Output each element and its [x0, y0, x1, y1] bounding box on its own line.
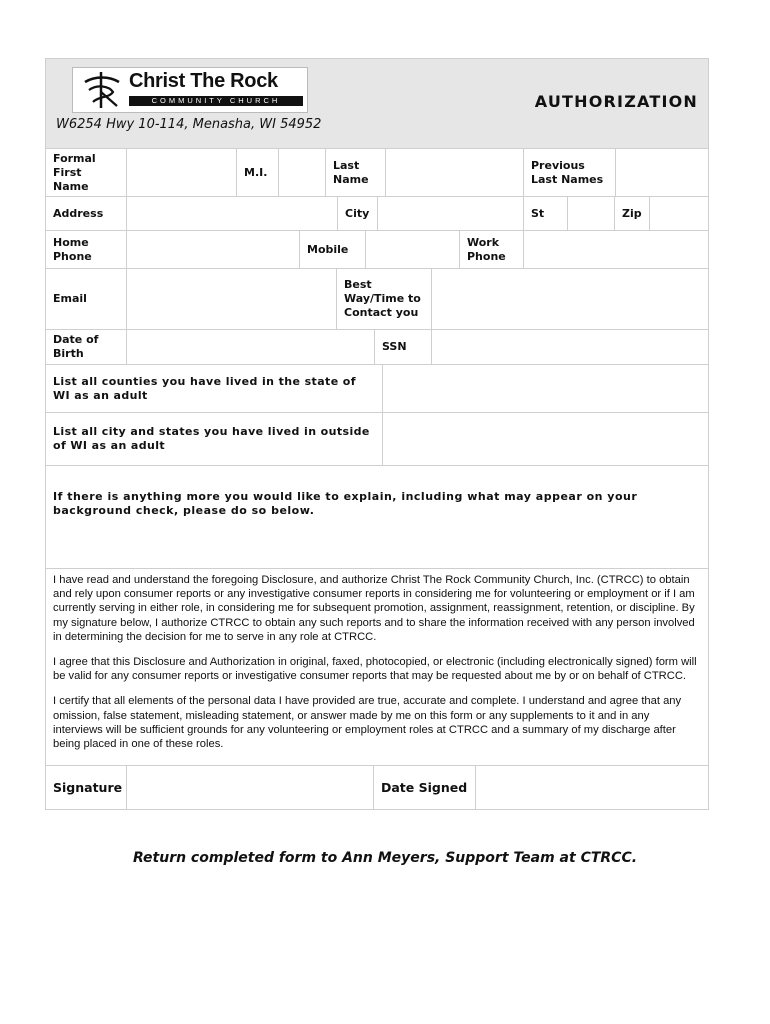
city-label: City [338, 197, 378, 230]
ssn-label: SSN [375, 330, 432, 364]
address-row [46, 197, 708, 231]
logo-subtitle: COMMUNITY CHURCH [129, 96, 303, 106]
city-input[interactable] [378, 197, 524, 230]
signature-label: Signature [46, 766, 127, 809]
ssn-input[interactable] [432, 330, 708, 364]
form-header [46, 59, 708, 149]
legal-paragraph-1: I have read and understand the foregoing Disclosure, and authorize Christ The Rock Community Church, Inc. (CTRCC) to obtain and rely upon consumer reports or any investigative consumer reports in considering me for volunteering or employment or if I am currently serving in either role, in considering me for subsequent promotion, assignment, reassignment, retention, or discipline. By my signature below, I authorize CTRCC to obtain any such reports and to share the information received with any person involved in determining the decision for me to serve in any role at CTRCC. [53, 574, 695, 643]
church-address: W6254 Hwy 10-114, Menasha, WI 54952 [56, 117, 322, 132]
logo-name: Christ The Rock [129, 70, 278, 92]
signature-input[interactable] [127, 766, 374, 809]
explain-label: If there is anything more you would like to explain, including what may appear on your background check, please do so below. [53, 490, 638, 517]
dob-label: Date of Birth [46, 330, 127, 364]
legal-paragraph-3: I certify that all elements of the personal data I have provided are true, accurate and complete. I understand and agree that any omission, false statement, misleading statement, or answer made by me on this form or any supplements to it and in any interviews will be sufficient grounds for any volunteering or employment roles at CTRCC and a summary of my discharge after being placed in one of these roles. [53, 695, 682, 751]
email-input[interactable] [127, 269, 337, 329]
name-row [46, 149, 708, 197]
mobile-label: Mobile [300, 231, 366, 268]
last-name-input[interactable] [386, 149, 524, 196]
date-signed-input[interactable] [476, 766, 708, 809]
address-label: Address [46, 197, 127, 230]
zip-label: Zip [615, 197, 650, 230]
work-phone-label: Work Phone [460, 231, 524, 268]
outside-label: List all city and states you have lived in outside of WI as an adult [46, 413, 383, 465]
church-logo [72, 67, 308, 113]
legal-paragraph-2: I agree that this Disclosure and Authorization in original, faxed, photocopied, or electronic (including electronically signed) form will be valid for any consumer reports or investigative consumer reports that may be requested about me by or on behalf of CTRCC. [53, 656, 697, 683]
counties-input[interactable] [383, 365, 708, 412]
state-label: St [524, 197, 568, 230]
counties-row [46, 365, 708, 413]
address-input[interactable] [127, 197, 338, 230]
state-input[interactable] [568, 197, 615, 230]
first-name-label: Formal First Name [46, 149, 127, 196]
best-way-label: Best Way/Time to Contact you [337, 269, 432, 329]
work-phone-input[interactable] [524, 231, 708, 268]
previous-last-names-input[interactable] [616, 149, 708, 196]
best-way-input[interactable] [432, 269, 708, 329]
authorization-form [45, 58, 709, 810]
previous-last-names-label: Previous Last Names [524, 149, 616, 196]
rock-cross-icon [79, 70, 125, 110]
home-phone-input[interactable] [127, 231, 300, 268]
phone-row [46, 231, 708, 269]
mi-label: M.I. [237, 149, 279, 196]
email-row [46, 269, 708, 330]
explain-field[interactable] [46, 466, 708, 569]
return-instructions: Return completed form to Ann Meyers, Support Team at CTRCC. [132, 850, 638, 866]
mobile-input[interactable] [366, 231, 460, 268]
last-name-label: Last Name [326, 149, 386, 196]
outside-row [46, 413, 708, 466]
date-signed-label: Date Signed [374, 766, 476, 809]
home-phone-label: Home Phone [46, 231, 127, 268]
first-name-input[interactable] [127, 149, 237, 196]
email-label: Email [46, 269, 127, 329]
outside-input[interactable] [383, 413, 708, 465]
form-title: AUTHORIZATION [534, 92, 698, 111]
mi-input[interactable] [279, 149, 326, 196]
dob-input[interactable] [127, 330, 375, 364]
zip-input[interactable] [650, 197, 708, 230]
dob-row [46, 330, 708, 365]
counties-label: List all counties you have lived in the state of WI as an adult [46, 365, 383, 412]
legal-text [46, 569, 708, 766]
signature-row [46, 766, 708, 809]
